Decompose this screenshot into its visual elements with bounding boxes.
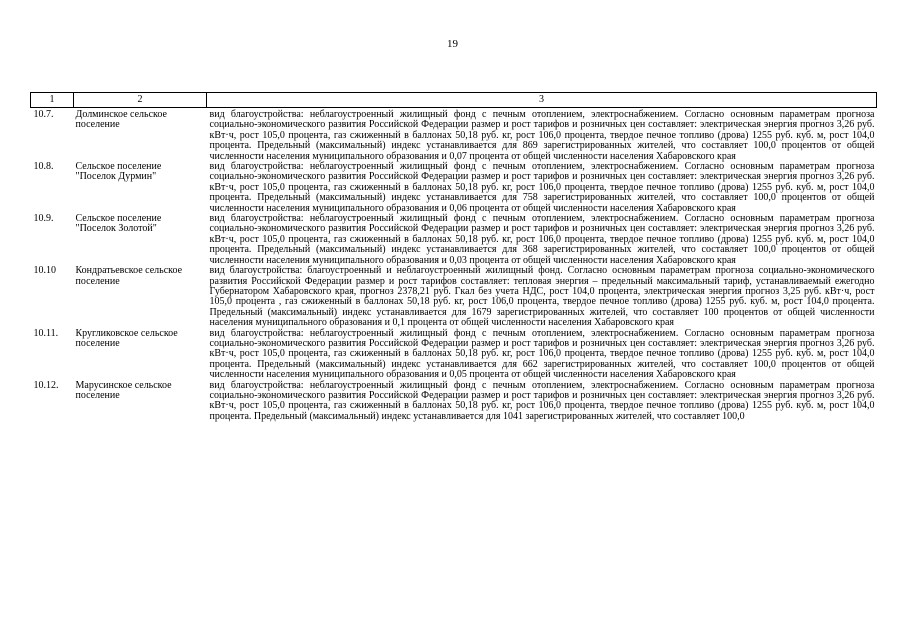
table-row [31,329,877,381]
settlement-name: Кондратьевское сельское поселение [75,265,183,287]
row-description: вид благоустройства: неблагоустроенный жилищный фонд с печным отоплением, электроснабжением. Согласно основным параметрам прогноза социально-экономического развития Российской Федерации размер и рост тарифов и розничных цен составляет: электрическая энергия прогноз 3,26 руб. кВт·ч, рост 105,0 процента, газ сжиженный в баллонах 50,18 руб. кг, рост 106,0 процента, твердое печное топливо (дрова) 1255 руб. куб. м, рост 104,0 процента. Предельный (максимальный) индекс устанавливается для 758 зарегистрированных жителей, что составляет 100,0 процентов от общей численности населения муниципального образования и 0,06 процента от общей численности населения Хабаровского края [209,161,875,214]
page-number: 19 [447,38,458,50]
row-description: вид благоустройства: неблагоустроенный жилищный фонд с печным отоплением, электроснабжением. Согласно основным параметрам прогноза социально-экономического развития Российской Федерации размер и рост тарифов и розничных цен составляет: электрическая энергия прогноз 3,26 руб. кВт·ч, рост 105,0 процента, газ сжиженный в баллонах 50,18 руб. кг, рост 106,0 процента, твердое печное топливо (дрова) 1255 руб. куб. м, рост 104,0 процента. Предельный (максимальный) индекс устанавливается для 662 зарегистрированных жителей, что составляет 100,0 процентов от общей численности населения муниципального образования и 0,05 процента от общей численности населения Хабаровского края [209,327,875,381]
row-number: 10.9. [33,213,54,225]
header-col-1: 1 [31,93,74,108]
settlement-name: Марусинское сельское поселение [75,379,172,401]
row-description: вид благоустройства: неблагоустроенный жилищный фонд с печным отоплением, электроснабжением. Согласно основным параметрам прогноза социально-экономического развития Российской Федерации размер и рост тарифов и розничных цен составляет: электрическая энергия прогноз 3,26 руб. кВт·ч, рост 105,0 процента, газ сжиженный в баллонах 50,18 руб. кг, рост 106,0 процента, твердое печное топливо (дрова) 1255 руб. куб. м, рост 104,0 процента. Предельный (максимальный) индекс устанавливается для 1041 зарегистрированных жителей, что составляет 100,0 [209,379,875,422]
table-header [31,93,877,108]
row-description: вид благоустройства: благоустроенный и неблагоустроенный жилищный фонд. Согласно основным параметрам прогноза социально-экономического развития Российской Федерации размер и рост тарифов составляет: тепловая энергия – предельный максимальный тариф, устанавливаемый ежегодно Губернатором Хабаровского края, прогноз 2378,21 руб. Гкал без учета НДС, рост 104,0 процента, электрическая энергия прогноз 3,25 руб. кВт·ч, рост 105,0 процента , газ сжиженный в баллонах 50,18 руб. кг, рост 106,0 процента, твердое печное топливо (дрова) 1255 руб. куб. м, рост 104,0 процента. Предельный (максимальный) индекс устанавливается для 1679 зарегистрированных жителей, что составляет 100 процентов от общей численности населения муниципального образования и 0,1 процента от общей численности населения Хабаровского края [209,265,875,329]
table-row [31,108,877,163]
header-col-2: 2 [74,93,207,108]
row-number: 10.7. [33,109,54,120]
tariff-index-table [30,92,877,422]
settlement-name: Сельское поселение "Поселок Дурмин" [75,161,162,183]
settlement-name: Сельское поселение "Поселок Золотой" [75,213,162,235]
row-number: 10.10 [33,265,56,277]
settlement-name: Кругликовское сельское поселение [75,327,178,349]
table-row [31,266,877,328]
row-description: вид благоустройства: неблагоустроенный жилищный фонд с печным отоплением, электроснабжением. Согласно основным параметрам прогноза социально-экономического развития Российской Федерации размер и рост тарифов и розничных цен составляет: электрическая энергия прогноз 3,26 руб. кВт·ч, рост 105,0 процента, газ сжиженный в баллонах 50,18 руб. кг, рост 106,0 процента, твердое печное топливо (дрова) 1255 руб. куб. м, рост 104,0 процента. Предельный (максимальный) индекс устанавливается для 368 зарегистрированных жителей, что составляет 100,0 процентов от общей численности населения муниципального образования и 0,03 процента от общей численности населения Хабаровского края [209,213,875,266]
header-col-3: 3 [207,93,877,108]
row-number: 10.12. [33,379,59,391]
row-description: вид благоустройства: неблагоустроенный жилищный фонд с печным отоплением, электроснабжением. Согласно основным параметрам прогноза социально-экономического развития Российской Федерации размер и рост тарифов и розничных цен составляет: электрическая энергия прогноз 3,26 руб. кВт·ч, рост 105,0 процента, газ сжиженный в баллонах 50,18 руб. кг, рост 106,0 процента, твердое печное топливо (дрова) 1255 руб. куб. м, рост 104,0 процента. Предельный (максимальный) индекс устанавливается для 869 зарегистрированных жителей, что составляет 100,0 процентов от общей численности населения муниципального образования и 0,07 процента от общей численности населения Хабаровского края [209,109,875,162]
settlement-name: Долминское сельское поселение [75,109,167,131]
header-row [31,93,877,108]
table-row [31,381,877,423]
table-body [31,108,877,423]
table-row [31,162,877,214]
row-number: 10.8. [33,161,54,173]
table-row [31,214,877,266]
row-number: 10.11. [33,327,59,339]
